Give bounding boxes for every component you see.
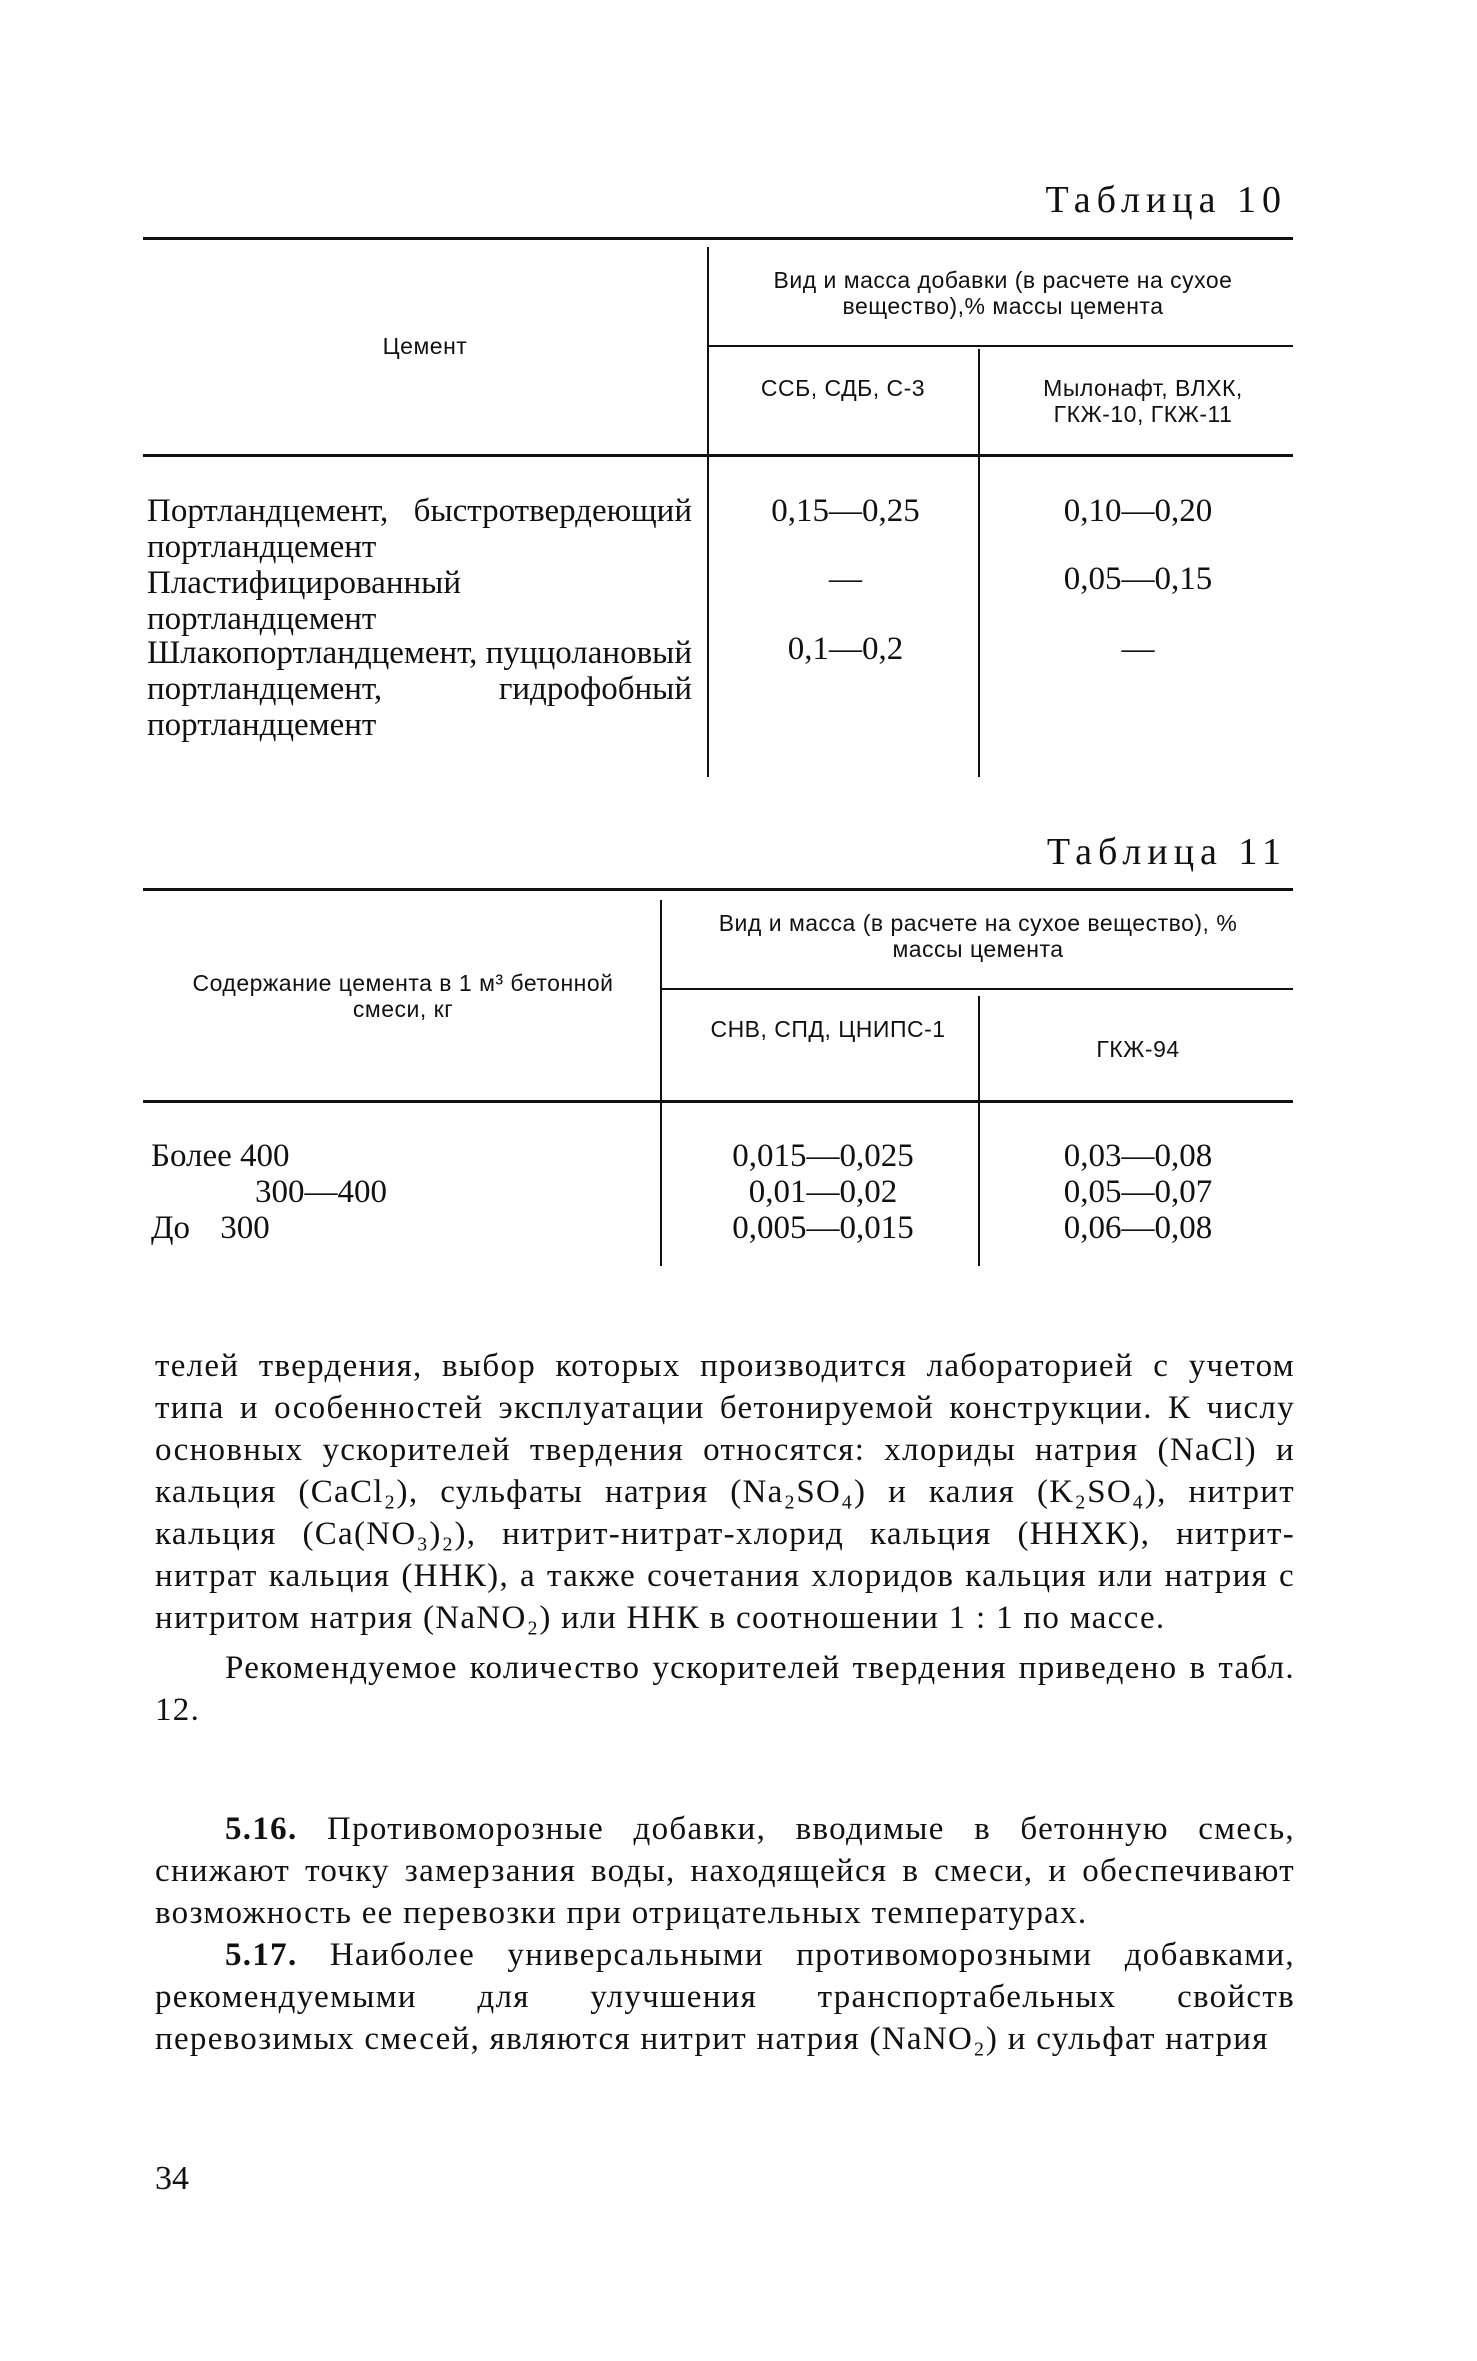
paragraph-5-17-text: Наиболее универсальными противоморозными добавками, рекомендуемыми для улучшения транспортабельных свойств перевозимых смесей, являются нитрит натрия (NaNO₂) и сульфат натрия xyxy=(155,1937,1295,2057)
table-10-top-rule xyxy=(143,237,1293,240)
body-text-block-2 xyxy=(155,1808,1295,2060)
table-11-row-1-v2: 0,03—0,08 xyxy=(1063,1138,1213,1174)
table-10-group-rule xyxy=(708,345,1293,347)
table-11-group-rule xyxy=(661,988,1293,990)
table-10-vline-1 xyxy=(707,247,709,777)
paragraph-5-16 xyxy=(155,1808,1295,1934)
table-11-header-content: Содержание цемента в 1 м³ бетонной смеси, кг xyxy=(192,970,614,1022)
section-number-5-17: 5.17. xyxy=(225,1937,298,1973)
table-11-header-bottom-rule xyxy=(143,1100,1293,1103)
table-10-header-group: Вид и масса добавки (в расчете на сухое вещество),% массы цемента xyxy=(773,267,1233,319)
table-11-row-2-v1: 0,01—0,02 xyxy=(748,1174,898,1210)
table-11-top-rule xyxy=(143,888,1293,891)
table-10-row-2-name: Пластифицированный портландцемент xyxy=(147,565,461,637)
table-11-row-1-v1: 0,015—0,025 xyxy=(732,1138,914,1174)
table-10-row-2-v2: 0,05—0,15 xyxy=(1063,561,1213,597)
table-10 xyxy=(143,237,1293,777)
table-10-row-2-v1: — xyxy=(829,561,862,597)
table-10-row-1-name: Портландцемент, быстротвердеющий портландцемент xyxy=(147,493,692,565)
table-10-row-3-v2: — xyxy=(1121,631,1155,667)
table-10-row-3-name: Шлакопортландцемент, пуццолановый портландцемент, гидрофобный портландцемент xyxy=(147,635,692,743)
table-11-vline-2 xyxy=(978,996,980,1266)
table-11-row-3-v2: 0,06—0,08 xyxy=(1063,1210,1213,1246)
paragraph-5-16-text: Противоморозные добавки, вводимые в бетонную смесь, снижают точку замерзания воды, находящейся в смеси, и обеспечивают возможность ее перевозки при отрицательных температурах. xyxy=(155,1811,1295,1931)
table-11-header-group: Вид и масса (в расчете на сухое вещество), % массы цемента xyxy=(718,910,1238,962)
paragraph-continuation: телей твердения, выбор которых производится лабораторией с учетом типа и особенностей эксплуатации бетонируемой конструкции. К числу основных ускорителей твердения относятся: хлориды натрия (NaCl) и кальция (CaCl₂), сульфаты натрия (Na₂SO₄) и калия (K₂SO₄), нитрит кальция (Ca(NO₃)₂), нитрит-нитрат-хлорид кальция (ННХК), нитрит-нитрат кальция (ННК), а также сочетания хлоридов кальция или натрия с нитритом натрия (NaNO₂) или ННК в соотношении 1 : 1 по массе. xyxy=(155,1348,1295,1636)
table-10-row-1-v1: 0,15—0,25 xyxy=(771,493,920,529)
table-11-row-1-name: Более 400 xyxy=(151,1138,290,1174)
table-10-row-1-v2: 0,10—0,20 xyxy=(1063,493,1213,529)
table-11-row-2-name: 300—400 xyxy=(255,1174,387,1210)
table-11-row-3-name: До 300 xyxy=(151,1210,270,1246)
table-11-row-3-v1: 0,005—0,015 xyxy=(732,1210,914,1246)
table-10-header-cement: Цемент xyxy=(382,333,468,359)
table-10-vline-2 xyxy=(978,349,980,777)
table-10-header-bottom-rule xyxy=(143,454,1293,457)
paragraph-recommended: Рекомендуемое количество ускорителей твердения приведено в табл. 12. xyxy=(155,1650,1295,1728)
table-11-caption: Таблица 11 xyxy=(1046,831,1287,873)
page-number: 34 xyxy=(155,2160,189,2197)
table-10-header-col1: ССБ, СДБ, С-3 xyxy=(760,375,926,401)
table-11 xyxy=(143,888,1293,1266)
table-10-row-3-v1: 0,1—0,2 xyxy=(787,631,904,667)
table-11-row-2-v2: 0,05—0,07 xyxy=(1063,1174,1213,1210)
table-11-vline-1 xyxy=(660,900,662,1266)
section-number-5-16: 5.16. xyxy=(225,1811,298,1847)
table-11-header-col2: ГКЖ-94 xyxy=(1096,1036,1180,1062)
table-11-header-col1: СНВ, СПД, ЦНИПС-1 xyxy=(710,1016,946,1042)
table-10-caption: Таблица 10 xyxy=(1045,179,1287,221)
body-text-block-1 xyxy=(155,1345,1295,1731)
paragraph-5-17 xyxy=(155,1934,1295,2060)
table-10-header-col2: Мылонафт, ВЛХК, ГКЖ-10, ГКЖ-11 xyxy=(1043,375,1243,427)
